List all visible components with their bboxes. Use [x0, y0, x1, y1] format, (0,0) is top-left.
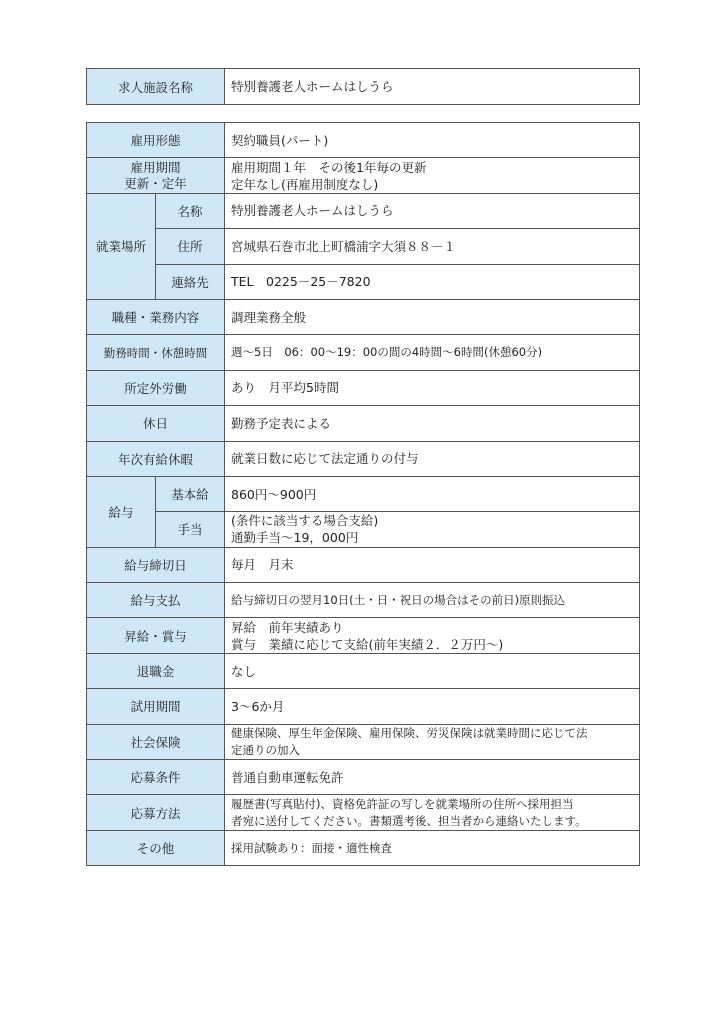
allowance-value-line1: (条件に該当する場合支給) [231, 513, 379, 529]
trial-period-value: 3～6か月 [225, 689, 640, 724]
work-hours-label: 勤務時間・休憩時間 [87, 335, 225, 370]
insurance-value [225, 724, 640, 759]
overtime-value: あり 月平均5時間 [225, 370, 640, 405]
employment-period-label [87, 158, 225, 193]
pay-cutoff-label: 給与締切日 [87, 547, 225, 582]
pay-cutoff-value: 毎月 月末 [225, 547, 640, 582]
facility-label: 求人施設名称 [87, 69, 225, 105]
work-hours-value: 週～5日 06：00～19：00の間の4時間～6時間(休憩60分) [225, 335, 640, 370]
workplace-contact-label: 連絡先 [156, 264, 225, 299]
retirement-pay-value: なし [225, 653, 640, 688]
workplace-name-label: 名称 [156, 193, 225, 228]
base-salary-label: 基本給 [156, 476, 225, 511]
application-method-value [225, 795, 640, 830]
raise-bonus-value-line2: 賞与 業績に応じて支給(前年実績２．２万円～) [231, 636, 504, 652]
facility-table [86, 68, 640, 105]
requirements-label: 応募条件 [87, 760, 225, 795]
employment-period-label-line1: 雇用期間 [130, 159, 181, 175]
raise-bonus-label: 昇給・賞与 [87, 618, 225, 653]
employment-period-value [225, 158, 640, 193]
other-value: 採用試験あり：面接・適性検査 [225, 830, 640, 865]
paid-leave-value: 就業日数に応じて法定通りの付与 [225, 441, 640, 476]
salary-label: 給与 [87, 476, 156, 547]
insurance-label: 社会保険 [87, 724, 225, 759]
employment-period-value-line1: 雇用期間１年 その後1年毎の更新 [231, 159, 427, 175]
application-method-label: 応募方法 [87, 795, 225, 830]
holidays-label: 休日 [87, 406, 225, 441]
application-method-value-line2: 者宛に送付してください。書類選考後、担当者から連絡いたします。 [231, 813, 587, 828]
workplace-address-value: 宮城県石巻市北上町橋浦字大須８８－１ [225, 229, 640, 264]
facility-name: 特別養護老人ホームはしうら [225, 69, 640, 105]
requirements-value: 普通自動車運転免許 [225, 760, 640, 795]
employment-type-value: 契約職員(パート) [225, 123, 640, 158]
job-details-table [86, 122, 640, 866]
workplace-label: 就業場所 [87, 193, 156, 299]
employment-type-label: 雇用形態 [87, 123, 225, 158]
application-method-value-line1: 履歴書(写真貼付)、資格免許証の写しを就業場所の住所へ採用担当 [231, 796, 574, 811]
allowance-value-line2: 通勤手当～19，000円 [231, 530, 359, 546]
allowance-value [225, 512, 640, 547]
allowance-label: 手当 [156, 512, 225, 547]
employment-period-value-line2: 定年なし(再雇用制度なし) [231, 176, 379, 192]
payday-value: 給与締切日の翌月10日(土・日・祝日の場合はその前日)原則振込 [225, 583, 640, 618]
insurance-value-line1: 健康保険、厚生年金保険、雇用保険、労災保険は就業時間に応じて法 [231, 725, 588, 740]
job-type-value: 調理業務全般 [225, 299, 640, 334]
payday-label: 給与支払 [87, 583, 225, 618]
raise-bonus-value-line1: 昇給 前年実績あり [231, 619, 344, 635]
base-salary-value: 860円～900円 [225, 476, 640, 511]
overtime-label: 所定外労働 [87, 370, 225, 405]
retirement-pay-label: 退職金 [87, 653, 225, 688]
workplace-name-value: 特別養護老人ホームはしうら [225, 193, 640, 228]
workplace-contact-value: TEL 0225－25－7820 [225, 264, 640, 299]
job-type-label: 職種・業務内容 [87, 299, 225, 334]
trial-period-label: 試用期間 [87, 689, 225, 724]
other-label: その他 [87, 830, 225, 865]
paid-leave-label: 年次有給休暇 [87, 441, 225, 476]
holidays-value: 勤務予定表による [225, 406, 640, 441]
employment-period-label-line2: 更新・定年 [124, 175, 187, 191]
insurance-value-line2: 定通りの加入 [231, 742, 301, 757]
workplace-address-label: 住所 [156, 229, 225, 264]
raise-bonus-value [225, 618, 640, 653]
